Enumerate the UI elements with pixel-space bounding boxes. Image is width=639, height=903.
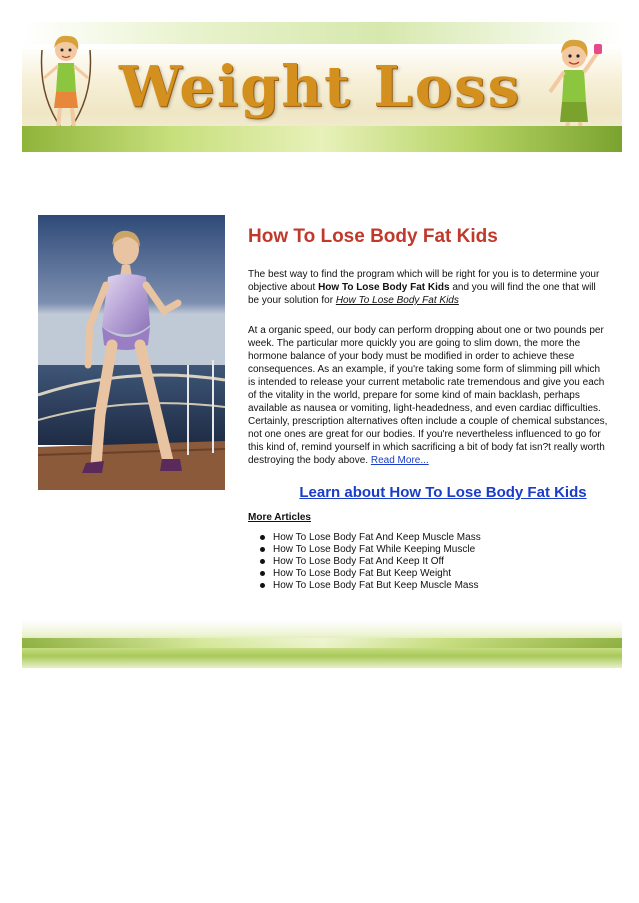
intro-text-1: The best way to find the program which will be right for you is to determine your objective about [248,269,600,293]
woman-on-boat-photo [38,215,225,490]
body-text: At a organic speed, our body can perform dropping about one or two pounds per week. The particular more quickly you are going to slim down, the more the hormone balance of your body must be modified in order to achieve these consequences. As an example, if you're taking some form of slimming pill which is intended to release your current metabolic rate tremendous and give you each of the vitality in the world, prepare for some kind of main backlash, perhaps available as nausea or vomiting, light-headedness, and even cardiac difficulties. Certainly, prescription alternatives often include a couple of chemical substances, not one ones are great for our bodies. If you're nevertheless influenced to go for this kind of, remind yourself in which sacrificing a bit of body fat isn?t really worth destroying the body above. [248,325,608,466]
more-articles-label: More Articles [248,512,311,523]
list-item: How To Lose Body Fat But Keep Muscle Mass [260,580,608,592]
weight-loss-banner [22,22,622,152]
read-more-link[interactable]: Read More... [370,455,429,466]
list-item: How To Lose Body Fat And Keep Muscle Mass [260,532,608,544]
list-item: How To Lose Body Fat But Keep Weight [260,568,608,580]
banner-bottom-stripe [22,126,622,152]
footer-glow-stripe [22,638,622,648]
list-item: How To Lose Body Fat And Keep It Off [260,556,608,568]
banner-top-stripe [22,22,622,44]
learn-more-link[interactable]: Learn about How To Lose Body Fat Kids [299,484,587,501]
list-item: How To Lose Body Fat While Keeping Muscle [260,544,608,556]
intro-text-2: and you will find the one that will be your solution for [248,282,596,306]
footer-band [22,620,622,668]
more-articles-list [248,532,608,592]
intro-paragraph [248,268,608,307]
keyword-link[interactable]: How To Lose Body Fat Kids [335,295,459,306]
intro-bold-keyword: How To Lose Body Fat Kids [318,282,450,293]
article-content [248,226,608,592]
cartoon-woman-jump-rope-icon [36,30,96,140]
body-paragraph [248,324,608,467]
banner-title: Weight Loss [118,54,522,120]
article-title: How To Lose Body Fat Kids [248,226,498,247]
